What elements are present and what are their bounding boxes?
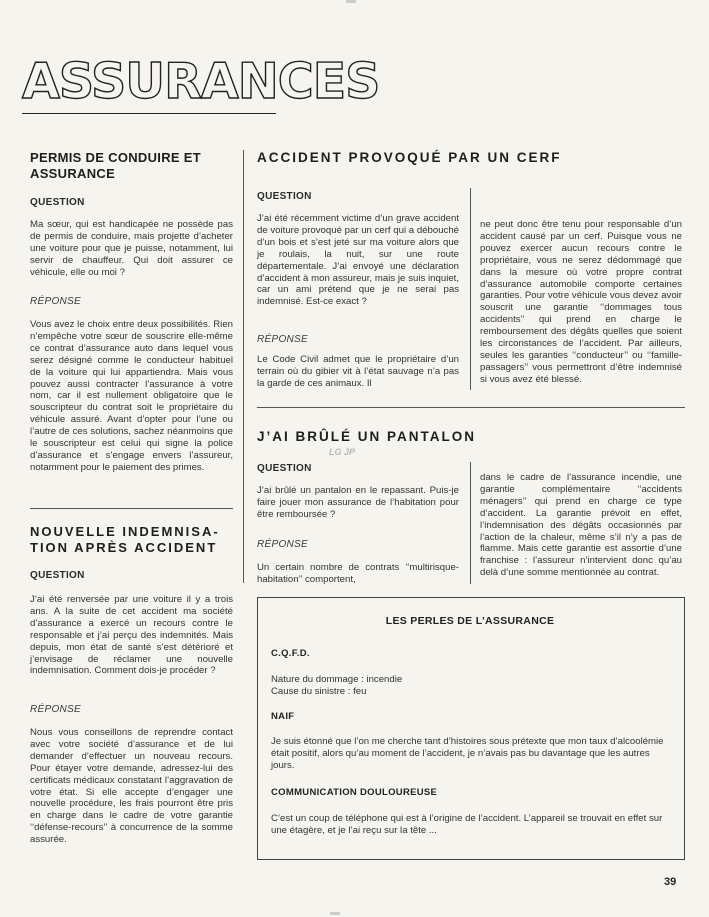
article1-question: Ma sœur, qui est handicapée ne possède pas de permis de conduire, mais projette d’acheter une voiture pour que je puisse, notamment, lui servir de chauffeur. Qui doit assurer ce véhicule, elle ou moi ? (30, 219, 233, 278)
perles-item3-text: C’est un coup de téléphone qui est à l’origine de l’accident. L’appareil se trouvait en effet sur une étagère, et je l’ai reçu sur la tête ... (271, 813, 663, 836)
pantalon-question: J’ai brûlé un pantalon en le repassant. Puis-je faire jouer mon assurance de l’habitation pour être remboursée ? (257, 485, 459, 520)
cerf-title: ACCIDENT PROVOQUÉ PAR UN CERF (257, 150, 562, 165)
pantalon-question-label: QUESTION (257, 463, 312, 474)
pantalon-answer-right: dans le cadre de l’assurance incendie, une garantie complémentaire ‘‘accidents ménagers’’ qui prend en charge ce type d’accident. La garantie prévoit en effet, l’indemnisation des dégâts occasionnés par l’action de la chaleur, même s’il n’y a pas de flamme. Mais cette garantie est assortie d’une franchise : l’assureur n’intervient donc qu’au delà d’une somme mentionnée au contrat. (480, 472, 682, 579)
col1-divider (30, 508, 233, 509)
article2-title-line1: NOUVELLE INDEMNISA- (30, 524, 220, 539)
article2-answer: Nous vous conseillons de reprendre contact avec votre société d’assurance et de lui demander d’effectuer un nouveau recours. Pour étayer votre demande, adressez-lui des certificats médicaux constatant l’aggravation de votre état. Si elle accepte d’engager une nouvelle procédure, les frais pourront être pris en charge dans le cadre de votre garantie ‘‘défense-recours’’ à concurrence de la somme assurée. (30, 727, 233, 846)
cerf-answer-left: Le Code Civil admet que le propriétaire d’un terrain où du gibier vit à l’état sauvage n’a pas la garde de ces animaux. Il (257, 354, 459, 389)
masthead-title: ASSURANCES (22, 53, 380, 110)
article2-answer-label: RÉPONSE (30, 704, 82, 715)
logo-watermark: LG JP (329, 447, 356, 457)
article2-question: J’ai été renversée par une voiture il y a trois ans. A la suite de cet accident ma société d’assurance a exercé un recours contre le responsable et j’ai perçu des indemnités. Mais depuis, mon état de santé s’est détérioré et j’envisage de réclamer une nouvelle indemnisation. Comment dois-je procéder ? (30, 594, 233, 677)
article2-title (30, 524, 240, 556)
pantalon-answer-label: RÉPONSE (257, 539, 309, 550)
article1-answer-label: RÉPONSE (30, 296, 82, 307)
perles-item2-label: NAIF (271, 711, 295, 722)
cerf-answer-label: RÉPONSE (257, 334, 309, 345)
cerf-question-label: QUESTION (257, 191, 312, 202)
top-tick-mark (346, 0, 356, 3)
perles-title: LES PERLES DE L’ASSURANCE (385, 615, 555, 627)
pantalon-answer-left: Un certain nombre de contrats ‘‘multirisque-habitation’’ comportent, (257, 562, 459, 585)
cerf-answer-right: ne peut donc être tenu pour responsable d’un accident causé par un cerf. Puisque vous ne pouvez exercer aucun recours contre le propriétaire, vous ne serez dédommagé que dans la mesure où votre propre contrat d’assurance automobile comporte certaines garanties. Pour votre véhicule vous devez avoir souscrit une garantie ‘‘dommages tous accidents’’ qui prend en charge le remboursement des dégâts quelles que soient les circonstances de l’accident. Par ailleurs, seules les garanties ‘‘conducteur’’ ou ‘‘famille-passagers’’ vous permettront d’être indemnisé si vous avez été blessé. (480, 219, 682, 385)
perles-item1-line1: Nature du dommage : incendie (271, 674, 403, 685)
perles-item1-line2: Cause du sinistre : feu (271, 686, 367, 697)
article1-title: PERMIS DE CONDUIRE ET ASSURANCE (30, 150, 201, 181)
cerf-column-rule (470, 188, 471, 390)
article2-question-label: QUESTION (30, 570, 85, 581)
perles-item2-text: Je suis étonné que l’on me cherche tant d’histoires sous prétexte que mon taux d’alcoolémie était positif, alors qu’au moment de l’accident, je n’avais pas bu davantage que les autres jours. (271, 736, 664, 771)
pantalon-column-rule (470, 462, 471, 584)
article1-question-label: QUESTION (30, 197, 85, 208)
masthead-rule (22, 113, 276, 114)
middle-divider (257, 407, 685, 408)
article1-answer: Vous avez le choix entre deux possibilités. Rien n’empêche votre sœur de souscrire elle-même ce contrat d’assurance auto dans lequel vous serez désigné comme le conducteur habituel de la voiture qui lui appartiendra. Mais vous pouvez aussi contracter l’assurance à votre nom, car il est nullement obligatoire que le souscripteur du contrat soit le propriétaire du véhicule assuré. Avant d’opter pour l’une ou l’autre de ces solutions, sachez néanmoins que le souscripteur est celui qui signe la police d’assurance et s’engage envers l’assureur, notamment pour le paiement des primes. (30, 319, 233, 473)
page-number: 39 (664, 876, 677, 888)
article2-title-line2: TION APRÈS ACCIDENT (30, 540, 218, 555)
column-separator (243, 150, 244, 583)
pantalon-title: J’AI BRÛLÉ UN PANTALON (257, 429, 476, 444)
perles-item1-label: C.Q.F.D. (271, 648, 310, 659)
bottom-tick-mark (330, 912, 340, 915)
cerf-question: J’ai été récemment victime d’un grave accident de voiture provoqué par un cerf qui a débouché d’un bois et s’est jeté sur ma voiture alors que je roulais, la nuit, sur une route départementale. J’ai envoyé une déclaration d’accident à mon assureur, mais je suis inquiet, car un ami prétend que je ne serai pas indemnisé. Est-ce exact ? (257, 213, 459, 308)
perles-item3-label: COMMUNICATION DOULOUREUSE (271, 787, 438, 798)
